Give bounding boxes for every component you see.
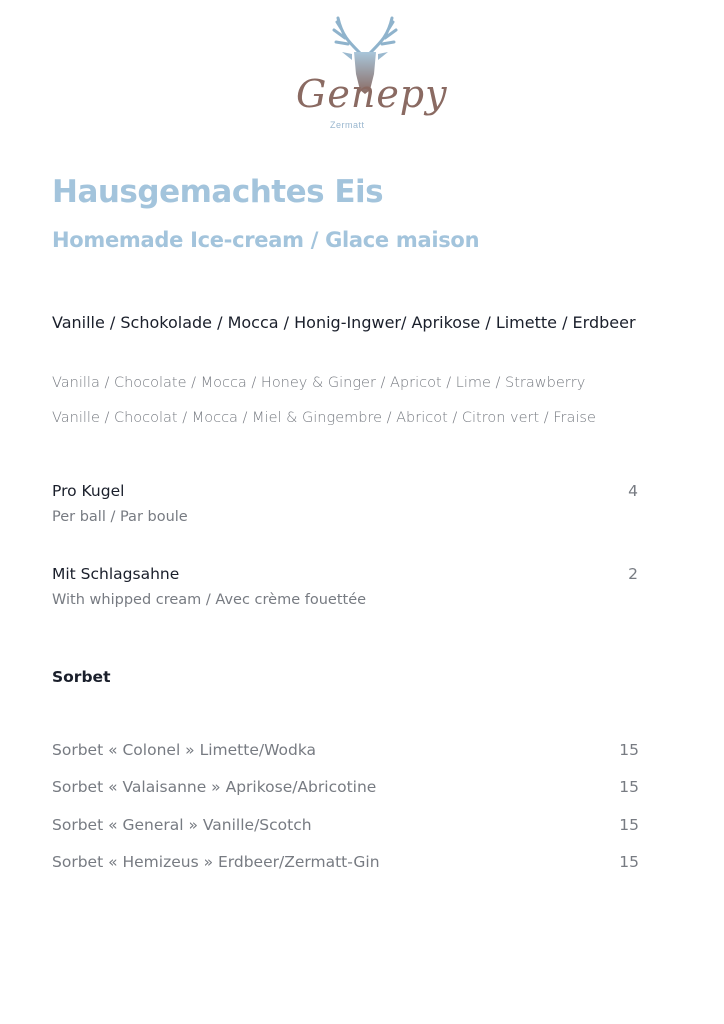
item-name: Mit Schlagsahne <box>52 565 180 583</box>
sorbet-price: 15 <box>619 778 639 796</box>
brand-name: Genepy <box>296 72 448 116</box>
page-title: Hausgemachtes Eis <box>52 174 384 210</box>
sorbet-price: 15 <box>619 853 639 871</box>
flavor-list-french: Vanille / Chocolat / Mocca / Miel & Gingembre / Abricot / Citron vert / Fraise <box>52 410 596 426</box>
sorbet-name: Sorbet « General » Vanille/Scotch <box>52 816 312 834</box>
brand-logo <box>290 8 448 153</box>
item-price: 2 <box>628 565 638 583</box>
item-price: 4 <box>628 482 638 500</box>
sorbet-row <box>52 816 639 838</box>
sorbet-price: 15 <box>619 816 639 834</box>
flavor-list-english: Vanilla / Chocolate / Mocca / Honey & Ginger / Apricot / Lime / Strawberry <box>52 375 586 391</box>
sorbet-row <box>52 741 639 763</box>
sorbet-row <box>52 853 639 875</box>
sorbet-row <box>52 778 639 800</box>
item-description: Per ball / Par boule <box>52 509 188 525</box>
brand-location: Zermatt <box>330 120 365 130</box>
sorbet-heading: Sorbet <box>52 668 111 686</box>
flavor-list-german: Vanille / Schokolade / Mocca / Honig-Ingwer/ Aprikose / Limette / Erdbeer <box>52 313 636 332</box>
page-subtitle: Homemade Ice-cream / Glace maison <box>52 228 480 252</box>
sorbet-price: 15 <box>619 741 639 759</box>
sorbet-name: Sorbet « Valaisanne » Aprikose/Abricotine <box>52 778 377 796</box>
sorbet-name: Sorbet « Hemizeus » Erdbeer/Zermatt-Gin <box>52 853 380 871</box>
item-description: With whipped cream / Avec crème fouettée <box>52 592 367 608</box>
item-name: Pro Kugel <box>52 482 125 500</box>
sorbet-name: Sorbet « Colonel » Limette/Wodka <box>52 741 317 759</box>
